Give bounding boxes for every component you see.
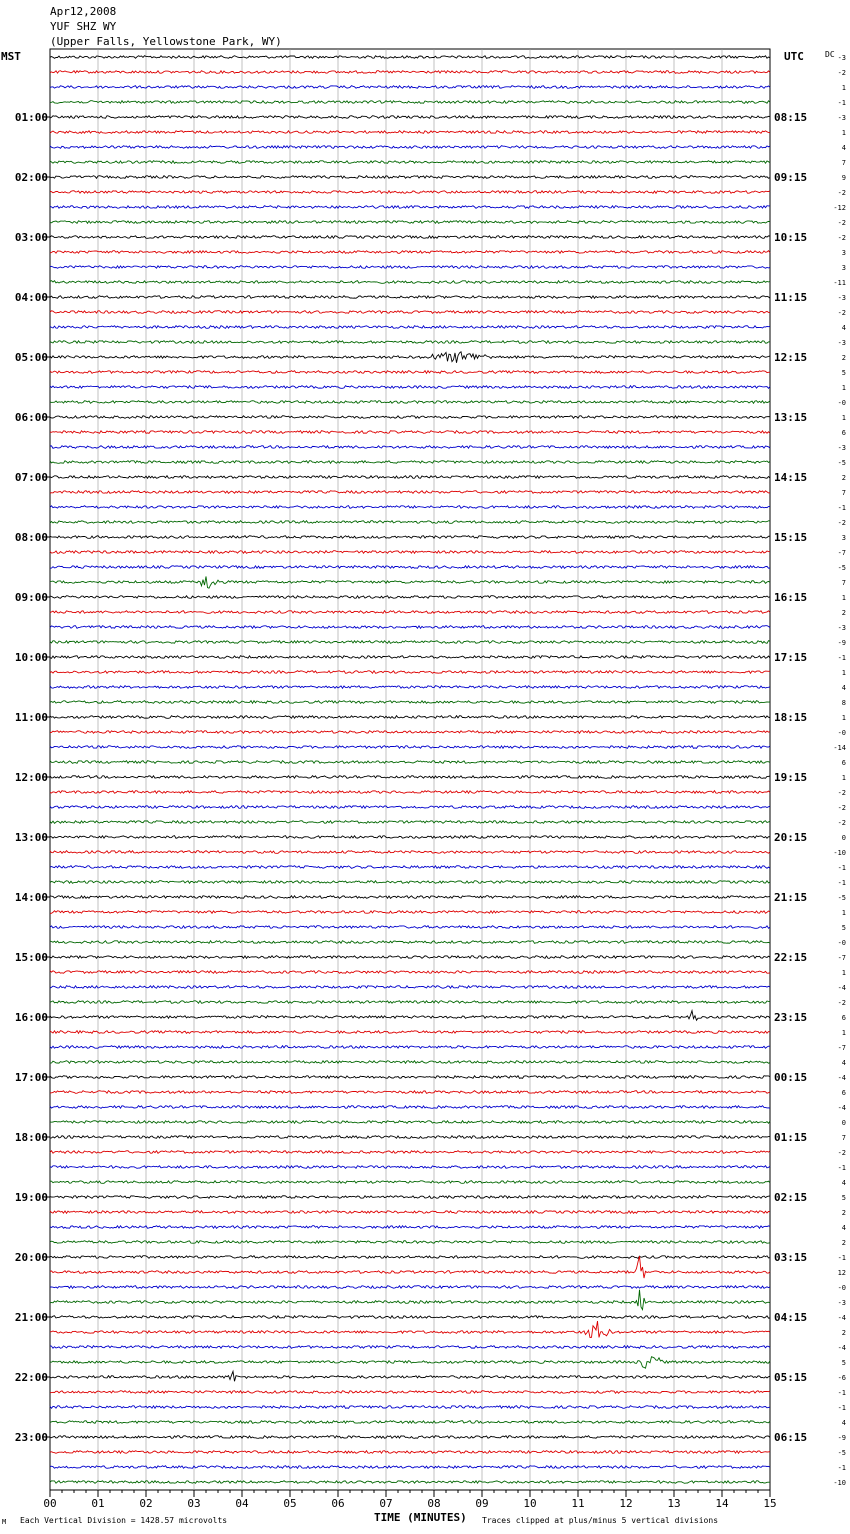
left-hour-label: 23:00 [14, 1431, 48, 1444]
seismic-trace [50, 161, 770, 164]
seismic-trace [50, 221, 770, 224]
dc-offset-label: 7 [841, 579, 846, 587]
x-tick-label: 00 [43, 1497, 57, 1510]
seismic-trace [50, 1031, 770, 1034]
left-hour-label: 01:00 [14, 111, 48, 124]
seismic-trace [50, 476, 770, 479]
dc-offset-label: 1 [841, 594, 846, 602]
dc-offset-label: -4 [837, 1344, 846, 1352]
seismic-trace [50, 266, 770, 269]
left-hour-label: 06:00 [14, 411, 48, 424]
x-tick-label: 15 [763, 1497, 777, 1510]
seismic-trace [50, 1241, 770, 1244]
x-tick-label: 01 [91, 1497, 105, 1510]
seismic-trace [50, 1481, 770, 1484]
x-tick-label: 06 [331, 1497, 345, 1510]
dc-offset-label: -0 [837, 939, 846, 947]
dc-offset-label: 12 [837, 1269, 846, 1277]
location-label: (Upper Falls, Yellowstone Park, WY) [50, 35, 282, 48]
seismic-trace [50, 131, 770, 134]
right-hour-label: 02:15 [774, 1191, 808, 1204]
dc-offset-label: -3 [837, 624, 846, 632]
dc-offset-label: -2 [837, 804, 846, 812]
dc-offset-label: 7 [841, 489, 846, 497]
seismic-trace [50, 626, 770, 629]
seismic-trace [50, 1346, 770, 1349]
x-tick-label: 02 [139, 1497, 153, 1510]
right-hour-label: 08:15 [774, 111, 808, 124]
dc-offset-label: -7 [837, 1044, 846, 1052]
left-hour-label: 19:00 [14, 1191, 48, 1204]
station-label: YUF SHZ WY [50, 20, 117, 33]
seismic-trace [50, 416, 770, 419]
seismic-trace [50, 596, 770, 599]
seismic-trace [50, 311, 770, 314]
right-hour-label: 06:15 [774, 1431, 808, 1444]
seismic-trace [50, 371, 770, 374]
seismic-trace [50, 116, 770, 119]
dc-offset-label: 5 [841, 1359, 846, 1367]
seismic-trace [50, 401, 770, 404]
seismic-trace [50, 1406, 770, 1409]
left-hour-label: 21:00 [14, 1311, 48, 1324]
right-hour-label: 20:15 [774, 831, 808, 844]
seismic-trace [50, 731, 770, 734]
seismic-trace [50, 956, 770, 959]
dc-offset-label: -3 [837, 1299, 846, 1307]
right-hour-label: 05:15 [774, 1371, 808, 1384]
dc-offset-label: -1 [837, 1404, 846, 1412]
dc-offset-label: -0 [837, 1284, 846, 1292]
dc-offset-label: -3 [837, 444, 846, 452]
dc-offset-label: -10 [833, 1479, 846, 1487]
x-tick-label: 11 [571, 1497, 585, 1510]
seismic-trace [50, 86, 770, 89]
dc-offset-label: 1 [841, 414, 846, 422]
right-hour-label: 09:15 [774, 171, 808, 184]
seismic-trace [50, 1226, 770, 1229]
seismic-trace [50, 191, 770, 194]
dc-offset-label: 3 [841, 534, 846, 542]
dc-offset-label: -4 [837, 1314, 846, 1322]
dc-offset-label: 1 [841, 669, 846, 677]
dc-offset-label: -5 [837, 1449, 846, 1457]
dc-offset-label: 0 [841, 834, 846, 842]
seismic-trace [50, 101, 770, 104]
seismic-trace [50, 716, 770, 719]
right-hour-label: 11:15 [774, 291, 808, 304]
seismic-trace [50, 1466, 770, 1469]
right-hour-label: 04:15 [774, 1311, 808, 1324]
dc-offset-label: 1 [841, 84, 846, 92]
seismic-trace [50, 1061, 770, 1064]
dc-offset-label: -11 [833, 279, 846, 287]
dc-offset-label: -2 [837, 234, 846, 242]
scale-note: Each Vertical Division = 1428.57 microvolts [20, 1516, 228, 1525]
dc-offset-label: 6 [841, 1089, 846, 1097]
seismic-trace [50, 1076, 770, 1079]
seismic-trace [50, 656, 770, 659]
dc-offset-label: 1 [841, 909, 846, 917]
seismic-trace [50, 461, 770, 464]
dc-offset-label: -9 [837, 1434, 846, 1442]
seismic-trace [50, 1371, 770, 1381]
dc-offset-label: 7 [841, 1134, 846, 1142]
seismic-trace [50, 671, 770, 674]
x-tick-label: 13 [667, 1497, 681, 1510]
seismic-trace [50, 536, 770, 539]
dc-offset-label: -0 [837, 399, 846, 407]
right-hour-label: 16:15 [774, 591, 808, 604]
seismic-trace [50, 611, 770, 614]
seismic-trace [50, 641, 770, 644]
seismic-trace [50, 926, 770, 929]
x-tick-label: 12 [619, 1497, 633, 1510]
seismic-trace [50, 146, 770, 149]
dc-offset-label: -2 [837, 519, 846, 527]
seismic-trace [50, 206, 770, 209]
left-hour-label: 03:00 [14, 231, 48, 244]
dc-offset-label: 2 [841, 1209, 846, 1217]
clip-note: Traces clipped at plus/minus 5 vertical divisions [482, 1516, 719, 1525]
dc-offset-label: -1 [837, 864, 846, 872]
dc-offset-label: -1 [837, 1464, 846, 1472]
seismic-trace [50, 576, 770, 588]
seismic-trace [50, 566, 770, 569]
dc-offset-label: -2 [837, 189, 846, 197]
seismic-trace [50, 491, 770, 494]
seismic-trace [50, 446, 770, 449]
right-hour-label: 13:15 [774, 411, 808, 424]
seismic-trace [50, 776, 770, 779]
seismic-trace [50, 866, 770, 869]
dc-offset-label: -1 [837, 1389, 846, 1397]
seismic-trace [50, 806, 770, 809]
dc-offset-label: 5 [841, 369, 846, 377]
seismic-trace [50, 551, 770, 554]
right-hour-label: 19:15 [774, 771, 808, 784]
dc-offset-label: 1 [841, 969, 846, 977]
dc-offset-label: 2 [841, 474, 846, 482]
x-tick-label: 05 [283, 1497, 297, 1510]
dc-offset-label: -2 [837, 1149, 846, 1157]
seismic-trace [50, 971, 770, 974]
dc-offset-label: -1 [837, 879, 846, 887]
seismic-trace [50, 1166, 770, 1169]
dc-offset-label: -4 [837, 984, 846, 992]
seismic-trace [50, 236, 770, 239]
seismic-trace [50, 1196, 770, 1199]
left-hour-label: 02:00 [14, 171, 48, 184]
left-hour-label: 05:00 [14, 351, 48, 364]
left-hour-label: 13:00 [14, 831, 48, 844]
date-label: Apr12,2008 [50, 5, 117, 18]
seismic-trace [50, 1357, 770, 1369]
left-hour-label: 16:00 [14, 1011, 48, 1024]
dc-offset-label: 2 [841, 1239, 846, 1247]
x-tick-label: 10 [523, 1497, 537, 1510]
dc-offset-label: 3 [841, 264, 846, 272]
dc-offset-label: -2 [837, 789, 846, 797]
seismic-trace [50, 1091, 770, 1094]
dc-offset-label: -4 [837, 1104, 846, 1112]
dc-offset-label: -7 [837, 954, 846, 962]
seismic-trace [50, 352, 770, 363]
dc-offset-label: -1 [837, 1254, 846, 1262]
dc-offset-label: 7 [841, 159, 846, 167]
seismic-trace [50, 56, 770, 59]
dc-offset-label: 4 [841, 1224, 846, 1232]
dc-offset-label: -4 [837, 1074, 846, 1082]
dc-offset-label: 1 [841, 1029, 846, 1037]
dc-offset-label: -1 [837, 1164, 846, 1172]
seismic-trace [50, 1391, 770, 1394]
seismic-trace [50, 1011, 770, 1021]
dc-offset-label: 4 [841, 1179, 846, 1187]
right-hour-label: 00:15 [774, 1071, 808, 1084]
dc-offset-label: 8 [841, 699, 846, 707]
left-hour-label: 08:00 [14, 531, 48, 544]
right-hour-label: 01:15 [774, 1131, 808, 1144]
dc-offset-label: -1 [837, 654, 846, 662]
seismic-trace [50, 431, 770, 434]
right-hour-label: 18:15 [774, 711, 808, 724]
seismic-trace [50, 341, 770, 344]
seismic-trace [50, 941, 770, 944]
dc-offset-label: 5 [841, 1194, 846, 1202]
right-hour-label: 17:15 [774, 651, 808, 664]
seismic-trace [50, 986, 770, 989]
seismic-trace [50, 1256, 770, 1259]
seismic-trace [50, 1451, 770, 1454]
right-timezone-label: UTC [784, 50, 804, 63]
dc-offset-label: -3 [837, 339, 846, 347]
right-hour-label: 23:15 [774, 1011, 808, 1024]
seismic-trace [50, 1316, 770, 1319]
seismic-trace [50, 1046, 770, 1049]
dc-offset-label: 4 [841, 324, 846, 332]
dc-offset-label: -7 [837, 549, 846, 557]
dc-offset-label: 6 [841, 1014, 846, 1022]
dc-offset-label: -3 [837, 114, 846, 122]
x-axis-title: TIME (MINUTES) [374, 1511, 467, 1524]
seismic-trace [50, 746, 770, 749]
seismic-trace [50, 386, 770, 389]
dc-offset-label: -2 [837, 69, 846, 77]
dc-offset-label: -9 [837, 639, 846, 647]
dc-offset-label: 2 [841, 609, 846, 617]
left-hour-label: 09:00 [14, 591, 48, 604]
dc-offset-label: 1 [841, 384, 846, 392]
left-hour-label: 11:00 [14, 711, 48, 724]
dc-offset-label: -3 [837, 294, 846, 302]
dc-offset-label: -2 [837, 819, 846, 827]
dc-offset-label: 6 [841, 759, 846, 767]
seismic-trace [50, 1136, 770, 1139]
seismic-trace [50, 791, 770, 794]
dc-offset-label: 5 [841, 924, 846, 932]
left-timezone-label: MST [1, 50, 21, 63]
seismic-trace [50, 1290, 770, 1310]
seismic-trace [50, 71, 770, 74]
seismic-trace [50, 281, 770, 284]
dc-offset-label: 1 [841, 714, 846, 722]
dc-offset-label: 4 [841, 684, 846, 692]
left-hour-label: 17:00 [14, 1071, 48, 1084]
dc-offset-label: 2 [841, 1329, 846, 1337]
seismic-trace [50, 701, 770, 704]
seismic-trace [50, 836, 770, 839]
x-tick-label: 08 [427, 1497, 441, 1510]
dc-offset-label: -3 [837, 54, 846, 62]
right-hour-label: 03:15 [774, 1251, 808, 1264]
dc-offset-label: 1 [841, 129, 846, 137]
seismic-trace [50, 1256, 770, 1278]
right-hour-label: 10:15 [774, 231, 808, 244]
seismic-trace [50, 1421, 770, 1424]
seismic-trace [50, 1321, 770, 1337]
left-hour-label: 18:00 [14, 1131, 48, 1144]
right-hour-label: 15:15 [774, 531, 808, 544]
dc-offset-label: -1 [837, 99, 846, 107]
x-tick-label: 04 [235, 1497, 249, 1510]
dc-offset-label: -5 [837, 894, 846, 902]
dc-offset-label: 4 [841, 1059, 846, 1067]
seismic-trace [50, 896, 770, 899]
left-hour-label: 20:00 [14, 1251, 48, 1264]
seismic-trace [50, 251, 770, 254]
left-hour-label: 07:00 [14, 471, 48, 484]
dc-offset-label: 3 [841, 249, 846, 257]
dc-offset-label: 6 [841, 429, 846, 437]
dc-offset-label: -6 [837, 1374, 846, 1382]
dc-offset-label: -5 [837, 459, 846, 467]
dc-offset-label: -12 [833, 204, 846, 212]
dc-offset-label: 2 [841, 354, 846, 362]
seismic-trace [50, 1001, 770, 1004]
seismic-trace [50, 296, 770, 299]
dc-offset-label: -2 [837, 219, 846, 227]
dc-offset-label: -5 [837, 564, 846, 572]
x-tick-label: 14 [715, 1497, 729, 1510]
right-hour-label: 22:15 [774, 951, 808, 964]
seismic-trace [50, 176, 770, 179]
seismic-trace [50, 821, 770, 824]
right-hour-label: 21:15 [774, 891, 808, 904]
seismic-trace [50, 1286, 770, 1289]
left-hour-label: 14:00 [14, 891, 48, 904]
dc-label: DC [825, 50, 835, 59]
left-hour-label: 04:00 [14, 291, 48, 304]
seismic-trace [50, 521, 770, 524]
corner-mark: M [2, 1518, 7, 1526]
right-hour-label: 12:15 [774, 351, 808, 364]
x-tick-label: 07 [379, 1497, 393, 1510]
dc-offset-label: 9 [841, 174, 846, 182]
left-hour-label: 15:00 [14, 951, 48, 964]
seismic-trace [50, 686, 770, 689]
seismic-trace [50, 326, 770, 329]
dc-offset-label: 1 [841, 774, 846, 782]
dc-offset-label: -0 [837, 729, 846, 737]
dc-offset-label: -14 [833, 744, 846, 752]
dc-offset-label: 4 [841, 144, 846, 152]
left-hour-label: 12:00 [14, 771, 48, 784]
seismic-trace [50, 1121, 770, 1124]
seismic-trace [50, 1106, 770, 1109]
seismic-trace [50, 761, 770, 764]
seismic-trace [50, 1436, 770, 1439]
dc-offset-label: -2 [837, 309, 846, 317]
left-hour-label: 10:00 [14, 651, 48, 664]
seismic-trace [50, 506, 770, 509]
x-tick-label: 09 [475, 1497, 489, 1510]
seismic-trace [50, 881, 770, 884]
right-hour-label: 14:15 [774, 471, 808, 484]
seismic-trace [50, 1151, 770, 1154]
seismic-trace [50, 1211, 770, 1214]
dc-offset-label: 0 [841, 1119, 846, 1127]
seismic-trace [50, 851, 770, 854]
x-tick-label: 03 [187, 1497, 201, 1510]
seismic-trace [50, 911, 770, 914]
dc-offset-label: -1 [837, 504, 846, 512]
seismic-trace [50, 1181, 770, 1184]
dc-offset-label: 4 [841, 1419, 846, 1427]
dc-offset-label: -10 [833, 849, 846, 857]
dc-offset-label: -2 [837, 999, 846, 1007]
left-hour-label: 22:00 [14, 1371, 48, 1384]
